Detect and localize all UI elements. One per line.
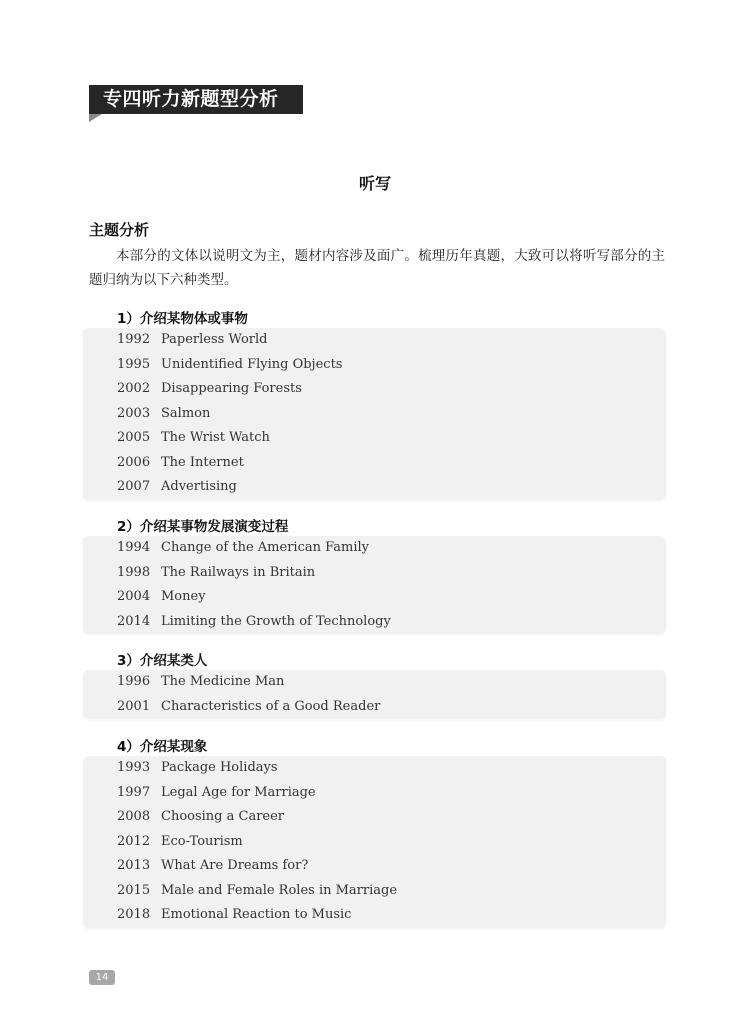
list-item xyxy=(83,475,666,500)
item-year: 2005 xyxy=(117,430,151,445)
item-title: Package Holidays xyxy=(161,760,278,775)
item-year: 1994 xyxy=(117,540,151,555)
item-year: 1993 xyxy=(117,760,151,775)
item-year: 2007 xyxy=(117,479,151,494)
item-title: Paperless World xyxy=(161,332,268,347)
list-item xyxy=(83,903,666,928)
item-year: 1992 xyxy=(117,332,151,347)
page-number: 14 xyxy=(89,970,115,985)
list-item xyxy=(83,695,666,720)
category-heading: 4）介绍某现象 xyxy=(117,739,208,755)
item-title: Change of the American Family xyxy=(161,540,369,555)
category-heading: 1）介绍某物体或事物 xyxy=(117,311,248,327)
item-title: Limiting the Growth of Technology xyxy=(161,613,391,629)
list-item xyxy=(83,353,666,378)
list-item xyxy=(83,561,666,586)
banner-fold-decoration xyxy=(89,114,102,122)
item-title: Money xyxy=(161,589,206,604)
item-title: Emotional Reaction to Music xyxy=(161,907,352,922)
section-title: 听写 xyxy=(358,174,391,193)
category-list-panel xyxy=(83,670,666,719)
list-item xyxy=(83,781,666,806)
item-year: 2018 xyxy=(117,907,151,922)
list-item xyxy=(83,536,666,561)
item-title: Salmon xyxy=(161,405,211,421)
item-title: Eco-Tourism xyxy=(161,833,243,849)
item-year: 2002 xyxy=(117,381,151,396)
item-title: What Are Dreams for? xyxy=(161,858,309,873)
chapter-banner: 专四听力新题型分析 xyxy=(89,85,303,114)
list-item xyxy=(83,670,666,695)
item-year: 2015 xyxy=(117,882,151,898)
list-item xyxy=(83,830,666,855)
item-year: 1997 xyxy=(117,784,151,800)
item-title: Unidentified Flying Objects xyxy=(161,356,343,372)
item-title: The Railways in Britain xyxy=(161,564,316,580)
item-title: Disappearing Forests xyxy=(161,381,302,396)
item-year: 1995 xyxy=(117,356,151,372)
item-title: Choosing a Career xyxy=(161,809,285,824)
item-title: Legal Age for Marriage xyxy=(161,784,316,800)
list-item xyxy=(83,610,666,635)
item-title: Male and Female Roles in Marriage xyxy=(161,882,398,898)
category-list-panel xyxy=(83,756,666,928)
list-item xyxy=(83,756,666,781)
category-heading: 2）介绍某事物发展演变过程 xyxy=(117,519,289,535)
item-year: 2003 xyxy=(117,405,151,421)
list-item xyxy=(83,451,666,476)
subheading: 主题分析 xyxy=(89,221,150,239)
item-year: 2006 xyxy=(117,454,151,470)
item-year: 2014 xyxy=(117,613,151,629)
item-title: Characteristics of a Good Reader xyxy=(161,698,381,714)
category-list-panel xyxy=(83,328,666,500)
list-item xyxy=(83,377,666,402)
item-year: 1998 xyxy=(117,564,151,580)
item-year: 2013 xyxy=(117,858,151,873)
item-title: The Internet xyxy=(161,454,244,470)
list-item xyxy=(83,402,666,427)
item-title: The Wrist Watch xyxy=(161,430,270,445)
category-list-panel xyxy=(83,536,666,634)
item-title: The Medicine Man xyxy=(161,674,285,689)
list-item xyxy=(83,328,666,353)
list-item xyxy=(83,879,666,904)
intro-paragraph: 本部分的文体以说明文为主，题材内容涉及面广。梳理历年真题，大致可以将听写部分的主题归纳为以下六种类型。 xyxy=(89,248,665,288)
list-item xyxy=(83,426,666,451)
list-item xyxy=(83,854,666,879)
item-title: Advertising xyxy=(161,479,237,494)
item-year: 2008 xyxy=(117,809,151,824)
item-year: 2012 xyxy=(117,833,151,849)
category-heading: 3）介绍某类人 xyxy=(117,653,208,669)
item-year: 2004 xyxy=(117,589,151,604)
list-item xyxy=(83,805,666,830)
item-year: 1996 xyxy=(117,674,151,689)
list-item xyxy=(83,585,666,610)
item-year: 2001 xyxy=(117,698,151,714)
